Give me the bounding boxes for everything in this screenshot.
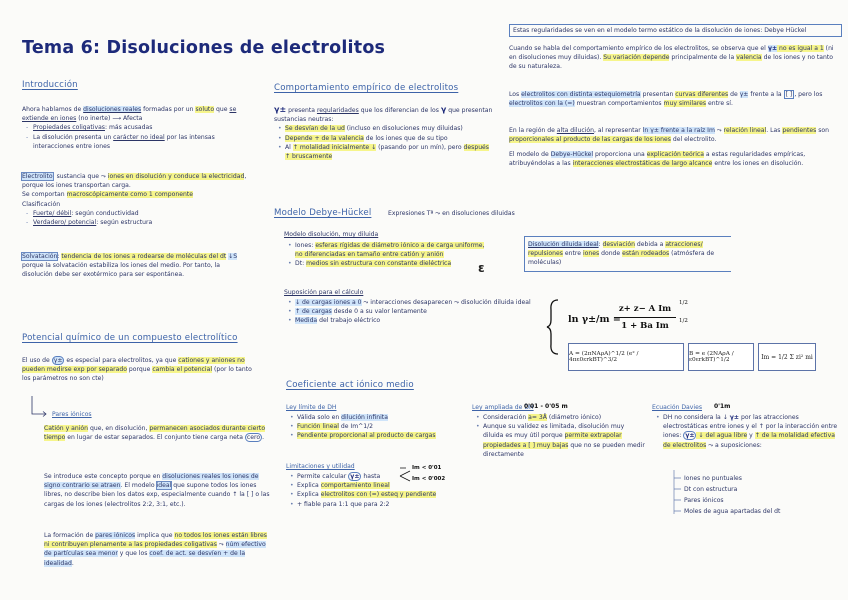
modelo-item-2: • Dt: medios sin estructura con constante dieléctrica: [288, 259, 493, 268]
equation-main-lhs: ln γ±/m =: [568, 314, 621, 325]
empirico-bullet-2: • Depende + de la valencia de los iones que de su tipo: [278, 134, 494, 143]
davies-range: 0'1m: [714, 403, 731, 410]
electrolito-block: Electrolito: sustancia que ⤳ iones en disolución y conduce la electricidad, porque los iones transportan carga. Se comportan macroscópicamente como 1 componente Clasificación - Fuerte/ débil: según conductividad - Verdadero/ potencial: según estructura: [22, 172, 247, 227]
pares-p2: Se introduce este concepto porque en disoluciones reales los iones de signo contrario se atraen. El modelo ideal que supone todos los iones libres, no describe bien los datos exp, especialmente cuando ↑ la [ ] o las cargas de los iones (electrolitos 2:2, 3:1, etc.).: [44, 473, 270, 508]
pares-connector: [30, 396, 50, 418]
limite-item-2: • Función lineal de Im^1/2: [290, 422, 470, 431]
limitaciones-label: Limitaciones y utilidad: [286, 463, 355, 470]
top-right-p3: En la región de alta dilución, al representar ln γ± frente a la raíz Im ⤳ relación lineal. Las pendientes son proporcionales al producto de las cargas de los iones del electrolito.: [509, 127, 830, 144]
limitaciones-item-1: • Permite calcular γ± hasta: [290, 472, 470, 481]
limite-item-1: • Válida solo en dilución infinita: [290, 413, 470, 422]
potencial-heading: Potencial químico de un compuesto electrolítico: [22, 333, 238, 343]
intro-bullet-1: - Propiedades coligativas: más acusadas: [26, 123, 247, 132]
suposicion-item-2: • ↑ de cargas desde 0 a su valor lentamente: [288, 307, 538, 316]
equation-main-den: 1 + Ba Im: [621, 321, 669, 331]
dil-ideal-box: Disolución diluida ideal: desviación debida a atracciones/ repulsiones entre iones donde están rodeados (atmósfera de moléculas): [524, 236, 731, 272]
epsilon-symbol: ε: [478, 261, 485, 275]
formula-B: B = e (2NAρA / ε0εrkBT)^1/2: [688, 343, 754, 371]
suposicion-item-3: • Medida del trabajo eléctrico: [288, 316, 538, 325]
top-right-p1: Cuando se habla del comportamiento empírico de los electrolitos, se observa que el γ± no es igual a 1 (ni en disoluciones muy diluidas). Su variación depende principalmente de la valencia de los iones y no tanto de su naturaleza.: [509, 45, 834, 71]
equation-brace: [546, 298, 560, 356]
limitaciones-item-2: • Explica comportamiento lineal: [290, 481, 470, 490]
limitaciones-item-3: • Explica electrolitos con (=) esteq y pendiente: [290, 490, 470, 499]
clasif-1: - Fuerte/ débil: según conductividad: [26, 209, 247, 218]
ampliada-item-1: • Consideración a= 3Å (diámetro iónico): [476, 413, 646, 422]
formula-A: A = (2πNAρA)^1/2 (e² / 4πε0εrkBT)^3/2: [568, 343, 684, 371]
top-right-p4: El modelo de Debye-Hückel proporciona una explicación teórica a estas regularidades empíricas, atribuyéndolas a las interacciones electrostáticas de largo alcance entre los iones en disolución.: [509, 151, 806, 168]
suposicion-list: [288, 298, 538, 326]
modelo-list: [288, 241, 493, 269]
empirico-block: γ± presenta regularidades que los diferencian de los γ que presentan sustancias neutras: • Se desvían de la ud (incluso en disoluciones muy diluidas) • Depende + de la valencia de los iones que de su tipo • Al ↑ molalidad inicialmente ↓ (pasando por un mín), pero después ↑ bruscamente: [274, 105, 494, 161]
limit-brace: [398, 466, 412, 486]
solvatacion-block: Solvatación: tendencia de los iones a rodearse de moléculas del dt ↓S porque la solvatación estabiliza los iones del medio. Por tanto, la disolución debe ser exotérmico para ser espontánea.: [22, 253, 238, 279]
davies-item-1: Iones no puntuales: [684, 475, 742, 482]
intro-paragraph: Ahora hablamos de disoluciones reales formadas por un soluto que se extiende en iones (no inerte) ⟶ Afecta - Propiedades coligativas: más acusadas - La disolución presenta un carácter no ideal por las intensas interacciones entre iones: [22, 105, 247, 151]
limite-list: [290, 413, 470, 441]
coef-heading: Coeficiente act iónico medio: [286, 380, 414, 390]
ampliada-range: 0'01 - 0'05 m: [524, 403, 568, 410]
intro-heading: Introducción: [22, 80, 78, 90]
debye-expresiones: Expresiones Tª ⤳ en disoluciones diluidas: [388, 210, 515, 217]
davies-text: [656, 413, 838, 450]
ampliada-label: Ley ampliada de DH: [472, 404, 534, 411]
davies-item-2: Dt con estructura: [684, 486, 738, 493]
equation-exp-bottom: 1/2: [679, 318, 688, 324]
davies-suposiciones: [684, 474, 834, 516]
pares-p1: Catión y anión que, en disolución, permanecen asociados durante cierto tiempo en lugar de estar separados. El conjunto tiene carga neta cero .: [44, 425, 266, 442]
top-right-heading: Estas regularidades se ven en el modelo termo estático de la disolución de iones: Debye Hückel: [509, 24, 842, 37]
suposicion-label: Suposición para el cálculo: [284, 289, 364, 296]
davies-label: Ecuación Davies: [652, 404, 703, 411]
davies-tree: [672, 470, 684, 518]
ampliada-list: [476, 413, 646, 459]
limit-value-2: Im < 0'002: [412, 476, 446, 482]
limitaciones-item-4: • + fiable para 1:1 que para 2:2: [290, 500, 470, 509]
davies-item-3: Pares iónicos: [684, 497, 724, 504]
davies-item-4: Moles de agua apartadas del dt: [684, 508, 781, 515]
intro-bullet-2: - La disolución presenta un carácter no ideal por las intensas interacciones entre iones: [26, 133, 247, 151]
limite-item-3: • Pendiente proporcional al producto de cargas: [290, 431, 470, 440]
clasif-2: - Verdadero/ potencial: según estructura: [26, 218, 247, 227]
top-right-p2: Los electrolitos con distinta estequiometría presentan curvas diferentes de γ± frente a la [ ] , pero los electrolitos con la (=) muestran comportamientos muy similares entre sí.: [509, 91, 823, 108]
empirico-bullet-1: • Se desvían de la ud (incluso en disoluciones muy diluidas): [278, 124, 494, 133]
equation-main-num: z+ z− A Im: [618, 304, 672, 314]
ampliada-item-2: • Aunque su validez es limitada, disolución muy diluida es muy útil porque permite extrapolar propiedades a [ ] muy bajas que no se pueden medir directamente: [476, 422, 646, 459]
pares-p3: La formación de pares iónicos implica que no todos los iones están libres ni contribuyen plenamente a las propiedades coligativas ⤳ núm efectivo de partículas sea menor y que los coef. de act. se desvíen + de la idealidad.: [44, 532, 267, 567]
potencial-paragraph: El uso de γ± es especial para electrolitos, ya que cationes y aniones no pueden medirse exp por separado porque cambia el potencial (por lo tanto los parámetros no son cte): [22, 357, 252, 383]
empirico-bullet-3: • Al ↑ molalidad inicialmente ↓ (pasando por un mín), pero después ↑ bruscamente: [278, 143, 494, 161]
davies-bullet: • DH no considera la ↓ γ± por las atracciones electrostáticas entre iones y el ↑ por la interacción entre iones: γ± ↓ del agua libre y ↑ de la molalidad efectiva de electrolitos ⤳ a suposiciones:: [656, 413, 838, 450]
equation-exp-top: 1/2: [679, 300, 688, 306]
modelo-item-1: • Iones: esferas rígidas de diámetro iónico a de carga uniforme, no diferenciadas en tamaño entre catión y anión: [288, 241, 493, 259]
formula-Im: Im = 1/2 Σ zi² mi: [758, 343, 816, 371]
empirico-heading: Comportamiento empírico de electrolitos: [274, 83, 459, 93]
suposicion-item-1: • ↓ de cargas iones a 0 ⤳ interacciones desaparecen ⤳ disolución diluida ideal: [288, 298, 538, 307]
limite-label: Ley límite de DH: [286, 404, 337, 411]
page-title: Tema 6: Disoluciones de electrolitos: [22, 38, 386, 58]
equation-fraction-bar: [614, 317, 676, 318]
limit-value-1: Im < 0'01: [412, 465, 442, 471]
pares-heading: Pares iónicos: [52, 411, 92, 418]
debye-heading: Modelo Debye-Hückel: [274, 208, 372, 218]
modelo-label: Modelo disolución, muy diluida: [284, 231, 379, 238]
